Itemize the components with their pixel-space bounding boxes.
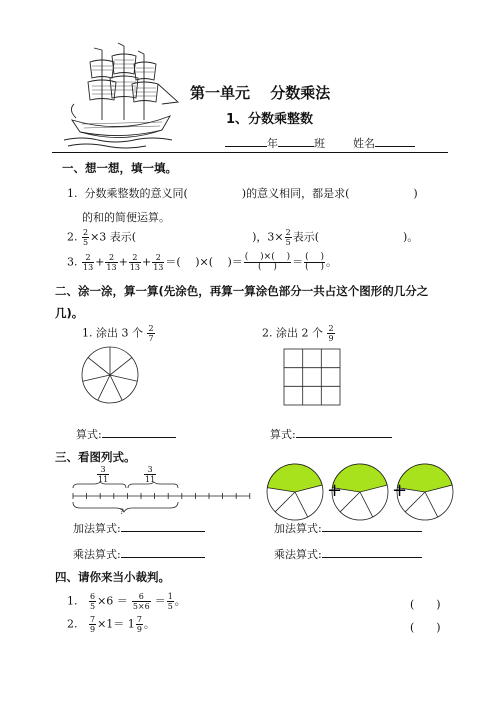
three-circles-figure: [265, 462, 465, 522]
formula-label: 算式:: [270, 428, 296, 441]
section1-title: 一、想一想，填一填。: [62, 161, 177, 175]
answer-blank[interactable]: [322, 521, 422, 532]
equals-sign: ＝: [292, 255, 304, 269]
s3-mul-formula-1: [73, 546, 205, 562]
q1-text-b: )的意义相同，都是求(: [241, 187, 350, 200]
add-label: 加法算式:: [73, 522, 121, 535]
answer-blank[interactable]: [121, 547, 205, 558]
year-label: 年: [267, 137, 278, 150]
circle-7-parts[interactable]: [80, 345, 140, 405]
answer-blank[interactable]: [102, 427, 176, 438]
s3-fraction-2: $\frac{3}{11}$: [145, 465, 156, 484]
q2-text-b: )，3×: [252, 230, 284, 244]
s2-question-1: [82, 324, 156, 343]
s2-question-2: [262, 324, 336, 343]
ship-illustration: [62, 40, 180, 152]
period: 。: [326, 255, 337, 269]
name-label: 姓名: [353, 137, 375, 150]
plus-sign: +: [118, 255, 128, 269]
blank-fraction[interactable]: $\frac{( )\times( )}{( )}$: [244, 252, 291, 272]
s3-fraction-1: $\frac{3}{11}$: [98, 465, 109, 484]
q2-label: 2. 涂出 2 个: [262, 326, 323, 340]
circle-divider: [110, 375, 122, 400]
class-label: 班: [314, 137, 325, 150]
class-blank[interactable]: [278, 136, 314, 147]
q-number: 1.: [67, 594, 78, 608]
q-number: 3.: [67, 255, 78, 269]
plus-sign: +: [95, 255, 105, 269]
header-divider: [52, 152, 448, 153]
name-blank[interactable]: [375, 136, 415, 147]
section3-title: 三、看图列式。: [55, 450, 136, 464]
fraction: $\frac{2}{13}$: [129, 253, 140, 272]
s1-question-2: [67, 228, 418, 247]
student-info-row: [225, 135, 415, 151]
blank-fraction[interactable]: $\frac{( )}{( )}$: [305, 252, 324, 272]
s1-question-1: [67, 185, 418, 201]
fraction: $\frac{2}{13}$: [153, 253, 164, 272]
mul-label: 乘法算式:: [274, 548, 322, 561]
q-number: 2.: [67, 230, 78, 244]
fraction: $\frac{2}{13}$: [106, 253, 117, 272]
number-line: [70, 482, 252, 516]
fraction: $\frac{2}{13}$: [83, 253, 94, 272]
q2-text-c: 表示(: [292, 230, 320, 244]
q1-text-c: ): [413, 187, 418, 200]
s2-formula-2: [270, 426, 392, 442]
s2-formula-1: [76, 426, 176, 442]
answer-blank[interactable]: [121, 521, 205, 532]
section2-title-cont: 几)。: [55, 306, 84, 320]
s4-question-2: 2. $\frac{7}{9}$ ×1＝ 1 $\frac{7}{9}$ 。: [67, 615, 155, 634]
circle-divider: [110, 375, 137, 381]
q2-text-d: )。: [403, 230, 419, 244]
s4-question-1: 1. $\frac{6}{5}$ ×6 ＝ $\frac{6}{5\times 6}$ ＝ $\frac{1}{5}$ 。: [67, 592, 186, 611]
page-subtitle: 1、分数乘整数: [226, 112, 314, 127]
fraction: $\frac{2}{5}$: [83, 228, 89, 247]
mul-label: 乘法算式:: [73, 548, 121, 561]
s1-question-1-line2: 的和的简便运算。: [82, 211, 170, 224]
add-label: 加法算式:: [274, 522, 322, 535]
s3-add-formula-2: [274, 520, 422, 536]
q1-text-a: 分数乘整数的意义同(: [84, 187, 188, 200]
answer-blank[interactable]: [296, 427, 392, 438]
q2-text-a: ×3 表示(: [90, 230, 137, 244]
equals-blanks[interactable]: ＝( )×( )＝: [165, 255, 243, 269]
plus-sign: +: [142, 255, 152, 269]
formula-label: 算式:: [76, 428, 102, 441]
judge-box-2[interactable]: ( ): [410, 621, 441, 634]
plus-sign: +: [327, 480, 343, 501]
s1-question-3: [67, 253, 337, 272]
circle-divider: [110, 358, 132, 375]
grid-9-parts[interactable]: [283, 348, 341, 406]
plus-sign: +: [392, 480, 408, 501]
year-blank[interactable]: [225, 136, 267, 147]
judge-box-1[interactable]: ( ): [410, 598, 441, 611]
answer-blank[interactable]: [322, 547, 422, 558]
fraction: $\frac{2}{7}$: [148, 324, 154, 343]
section4-title: 四、请你来当小裁判。: [55, 570, 170, 584]
s3-add-formula-1: [73, 520, 205, 536]
fraction: $\frac{2}{9}$: [328, 324, 334, 343]
question-mark: ?: [120, 508, 124, 516]
s3-mul-formula-2: [274, 546, 422, 562]
q1-label: 1. 涂出 3 个: [82, 326, 143, 340]
circle-divider: [83, 375, 110, 381]
section2-title: 二、涂一涂，算一算(先涂色，再算一算涂色部分一共占这个图形的几分之: [55, 284, 429, 298]
page-title: 第一单元 分数乘法: [190, 84, 331, 102]
q-number: 2.: [67, 617, 78, 631]
circle-divider: [98, 375, 110, 400]
q-number: 1.: [67, 187, 78, 200]
fraction: $\frac{2}{5}$: [285, 228, 291, 247]
circle-divider: [88, 358, 110, 375]
